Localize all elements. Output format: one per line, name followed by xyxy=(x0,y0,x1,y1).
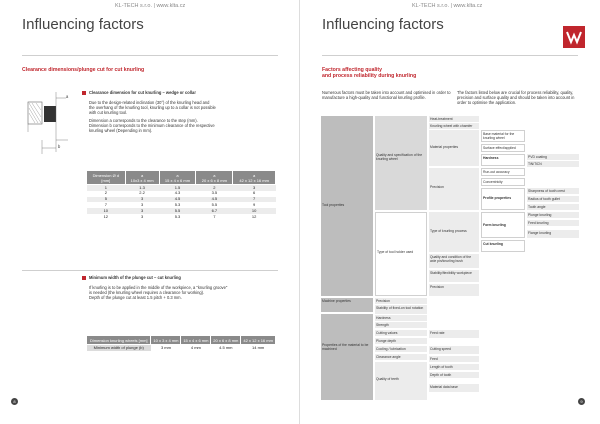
table-header-cell: a 10x3 x 4 mm xyxy=(125,171,159,185)
table-cell: 4.5 xyxy=(159,197,196,203)
factor-form-knurling: Form knurling xyxy=(481,212,525,238)
table-cell: 3 xyxy=(140,201,144,207)
factor-flange-knurl: Flange knurling xyxy=(527,230,579,238)
table-cell: 6 xyxy=(253,190,256,196)
table-cell: 1.5 xyxy=(159,185,196,191)
factor-cooling: Cooling / lubrication xyxy=(375,346,427,352)
bullet2-text: If knurling is to be applied in the middle of the workpiece, a "knurling groove" xyxy=(89,285,228,290)
table-cell: 5.5 xyxy=(211,201,218,207)
table-header-cell: Dimension Ø d [mm] xyxy=(87,171,126,185)
table-cell: 12 xyxy=(103,213,109,219)
table-cell: 12 xyxy=(251,213,257,219)
bullet1-title: Clearance dimension for cut knurling – wedge or collar xyxy=(89,90,196,95)
bullet2-title: Minimum width of the plunge cut – cut knurling xyxy=(89,275,181,280)
table-cell: 6.7 xyxy=(196,208,233,214)
bullet1-text: Dimension a corresponds to the clearance to the step (mm). xyxy=(89,118,198,123)
factor-tooth-angle: Tooth angle xyxy=(527,204,579,210)
factor-profile-properties: Profile properties xyxy=(481,188,525,210)
table-header-cell: a 42 x 12 x 16 mm xyxy=(233,171,276,185)
table-cell: 1 xyxy=(87,185,126,191)
bullet1-text: Dimension b corresponds to the minimum clearance of the respective xyxy=(89,123,215,128)
table-header-cell: 15 x 4 x 6 mm xyxy=(181,336,211,345)
page-title: Influencing factors xyxy=(22,16,144,33)
factor-run-out: Run-out accuracy xyxy=(481,168,525,176)
table-cell: 5.5 xyxy=(159,208,196,214)
table-row xyxy=(87,214,276,220)
factor-strength: Strength xyxy=(375,322,427,328)
factor-stability-workpiece: Stability/flexibility workpiece xyxy=(429,270,479,282)
factor-length-tooth: Length of tooth xyxy=(429,364,479,370)
factor-plunge-depth: Plunge depth xyxy=(375,338,427,344)
factor-feed-rate: Feed rate xyxy=(429,330,479,338)
section-heading: and process reliability during knurling xyxy=(322,73,417,79)
factor-cutting-values: Cutting values xyxy=(375,330,427,336)
table-cell: 2.2 xyxy=(139,190,145,196)
page-number: 8 xyxy=(11,398,18,405)
factor-precision-3: Precision xyxy=(429,284,479,296)
factor-hardness-2: Hardness xyxy=(481,154,525,166)
table-cell: 3 xyxy=(125,208,159,214)
table-cell: 3 xyxy=(125,197,159,203)
bullet1-text: the overhang of the knurling tool, knurling up to a collar is not possible xyxy=(89,105,216,110)
factor-precision-2: Precision xyxy=(429,168,479,210)
factor-quality-condition: Quality and condition of the axle pin/knurling bush xyxy=(429,254,479,268)
table-cell: 5.3 xyxy=(174,201,181,207)
factor-material-properties: Properties of the material to be machined xyxy=(321,314,373,400)
factor-cutting-speed: Cutting speed xyxy=(429,346,479,354)
bullet-marker xyxy=(82,276,86,280)
factor-feed-knurl: Feed knurling xyxy=(527,220,579,226)
divider xyxy=(22,55,278,56)
sketch-label-a: a xyxy=(66,94,69,99)
table-header-cell: 20 x 6 x 8 mm xyxy=(211,336,241,345)
table-header-cell: 10 x 3 x 4 mm xyxy=(151,336,181,345)
brand-logo xyxy=(563,26,585,48)
table-row-label: Minimum width of plunge (b) xyxy=(87,345,151,351)
factor-pvd: PVD coating xyxy=(527,154,579,160)
factor-feed: Feed xyxy=(429,356,479,362)
table-cell: 7 xyxy=(233,197,276,203)
page-header: KL-TECH s.r.o. | www.klta.cz xyxy=(115,3,186,9)
factor-precision: Precision xyxy=(375,298,427,304)
table-cell: 7 xyxy=(213,213,216,219)
table-cell: 10 xyxy=(233,208,276,214)
factor-surface-effect: Surface effect/applied xyxy=(481,144,525,152)
factor-machine-properties: Machine properties xyxy=(321,298,373,312)
divider xyxy=(322,55,578,56)
factor-depth-tooth: Depth of tooth xyxy=(429,372,479,378)
table-cell: 4.3 xyxy=(174,190,181,196)
factor-radius: Radius of tooth gullet xyxy=(527,196,579,202)
bullet-marker xyxy=(82,91,86,95)
table-header-cell: a 20 x 6 x 8 mm xyxy=(196,171,233,185)
divider xyxy=(22,270,278,271)
clearance-table xyxy=(86,170,276,220)
factor-diagram xyxy=(321,116,579,400)
section-heading: Factors affecting quality xyxy=(322,67,382,73)
table-cell: 9 xyxy=(253,201,256,207)
table-cell: 7 xyxy=(104,201,107,207)
factor-material-data: Material properties xyxy=(429,130,479,166)
page-title: Influencing factors xyxy=(322,16,444,33)
page-number: 9 xyxy=(578,398,585,405)
table-cell: 4.5 mm xyxy=(219,344,233,350)
table-cell: 2 xyxy=(104,190,107,196)
factor-clearance-angle: Clearance angle xyxy=(375,354,427,360)
table-cell: 5.3 xyxy=(174,213,181,219)
factor-quality-teeth: Quality of teeth xyxy=(375,362,427,400)
sketch-label-b: b xyxy=(58,144,61,149)
table-cell: 3 xyxy=(140,213,144,219)
page-header: KL-TECH s.r.o. | www.klta.cz xyxy=(412,3,483,9)
factor-material-lib: Material data base xyxy=(429,384,479,392)
plunge-width-table xyxy=(86,335,276,351)
intro-text: manufacture a high-quality and functional knurling profile. xyxy=(322,95,426,100)
factor-plunge-knurl: Plunge knurling xyxy=(527,212,579,218)
factor-type-holder: Type of tool holder used xyxy=(375,212,427,296)
intro-text: The factors listed below are crucial for process reliability, quality, xyxy=(457,90,574,95)
table-cell: 3 xyxy=(233,185,276,191)
factor-with-chamfer: Knurling wheel with chamfer xyxy=(429,123,479,129)
factor-tool-properties: Tool properties xyxy=(321,116,373,296)
factor-sharpness: Sharpness of tooth crest xyxy=(527,188,579,194)
intro-text: order to optimise the application. xyxy=(457,100,517,105)
factor-quality-spec: Quality and specification of the knurling wheel xyxy=(375,116,427,210)
bullet2-text: is needed (the knurling wheel requires a clearance for working). xyxy=(89,290,205,295)
bullet1-text: Due to the design-related inclination (30°) of the knurling head and xyxy=(89,100,210,105)
table-cell: 1.3 xyxy=(125,185,159,191)
bullet1-text: knurling wheel (Depending in mm). xyxy=(89,128,153,133)
bullet1-text: with cut knurling tool. xyxy=(89,110,128,115)
table-cell: 2 xyxy=(196,185,233,191)
factor-hardness: Hardness xyxy=(375,315,427,321)
logo-icon xyxy=(563,26,585,48)
factor-cut-knurling: Cut knurling xyxy=(481,240,525,252)
table-cell: 5 xyxy=(87,197,126,203)
intro-text: Numerous factors must be taken into account and optimised in order to xyxy=(322,90,451,95)
factor-base-material: Base material for the knurling wheel xyxy=(481,130,525,142)
factor-tin: TiN/TiCN xyxy=(527,161,579,167)
factor-heat-treat: Heat-treatment xyxy=(429,116,479,122)
bullet2-text: Depth of the plunge cut at least 1.5 pitch + 0.3 mm. xyxy=(89,295,182,300)
table-cell: 14 mm xyxy=(252,344,265,350)
table-cell: 3 mm xyxy=(160,344,171,350)
table-cell: 4.5 xyxy=(196,197,233,203)
intro-text: precision and surface quality and should be taken into account in xyxy=(457,95,575,100)
table-header-cell: a 15 x 4 x 6 mm xyxy=(159,171,196,185)
factor-stability-mount: Stability of fixed-on tool rotation xyxy=(375,305,427,314)
table-cell: 10 xyxy=(87,208,126,214)
factor-type-process: Type of knurling process xyxy=(429,212,479,252)
factor-concentricity: Concentricity xyxy=(481,178,525,186)
table-header-cell: 42 x 12 x 16 mm xyxy=(241,336,276,345)
section-heading: Clearance dimensions/plunge cut for cut knurling xyxy=(22,67,145,73)
table-cell: 4 mm xyxy=(190,344,201,350)
table-cell: 3.5 xyxy=(211,190,218,196)
table-header-cell: Dimension knurling wheels [mm] xyxy=(87,336,151,345)
